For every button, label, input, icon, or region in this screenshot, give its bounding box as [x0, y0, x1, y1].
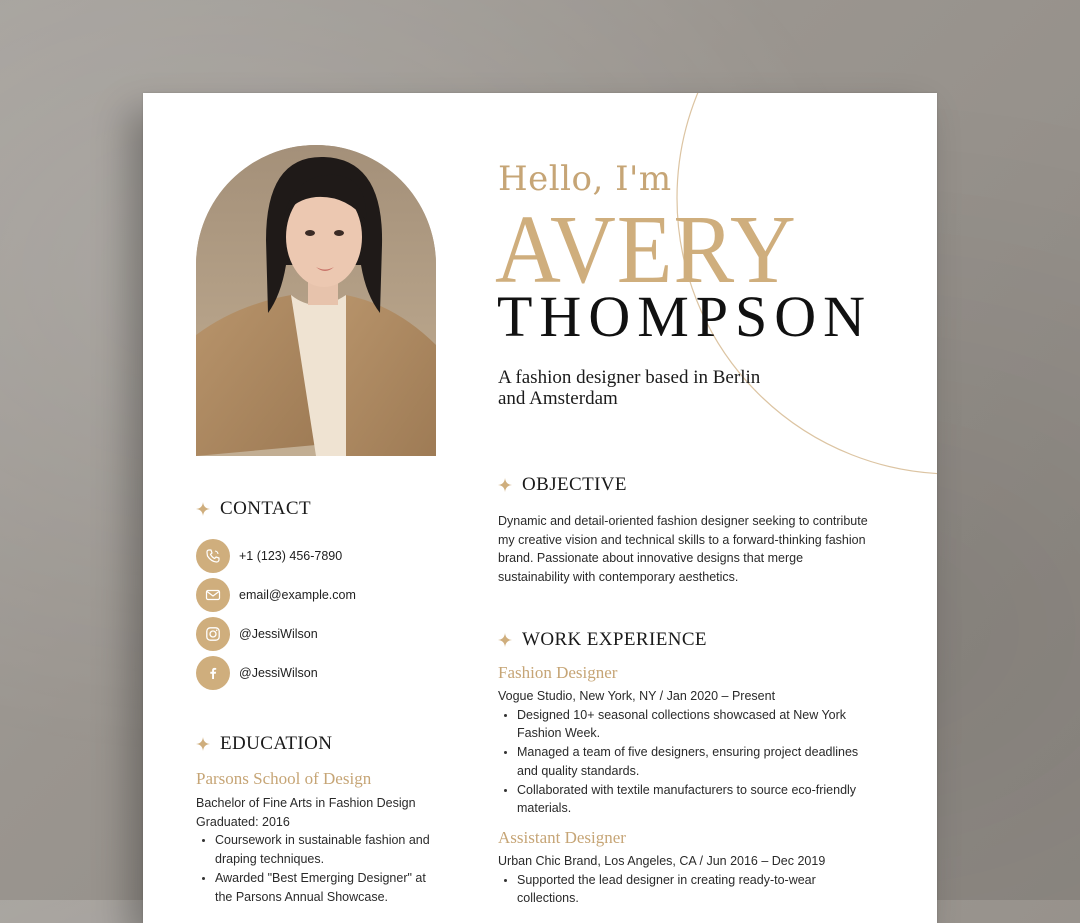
graduation: Graduated: 2016 [196, 814, 290, 829]
last-name: THOMPSON [497, 284, 873, 349]
school-name: Parsons School of Design [196, 769, 372, 788]
contact-heading [196, 498, 311, 520]
greeting: Hello, I'm [498, 159, 672, 199]
education-block [196, 769, 436, 906]
phone-icon [196, 539, 230, 573]
first-name: AVERY [495, 196, 797, 304]
sparkle-icon [498, 478, 512, 492]
work-title: WORK EXPERIENCE [522, 629, 707, 650]
contact-title: CONTACT [220, 498, 311, 519]
contact-instagram-text: @JessiWilson [239, 627, 318, 641]
sparkle-icon [498, 633, 512, 647]
education-bullets [196, 831, 436, 906]
sparkle-icon [196, 502, 210, 516]
job-entry [498, 828, 868, 908]
list-item: Managed a team of five designers, ensuring project deadlines and quality standards. [498, 743, 868, 780]
resume-page [143, 93, 937, 923]
list-item: Supported the lead designer in creating ready-to-wear collections. [498, 871, 868, 908]
profile-photo [196, 145, 436, 456]
work-experience [498, 663, 868, 918]
contact-email[interactable] [196, 578, 356, 612]
job-bullets [498, 706, 868, 818]
degree: Bachelor of Fine Arts in Fashion Design [196, 796, 416, 810]
job-role: Fashion Designer [498, 663, 618, 682]
list-item: Awarded "Best Emerging Designer" at the Parsons Annual Showcase. [196, 869, 436, 906]
list-item: Designed 10+ seasonal collections showcased at New York Fashion Week. [498, 706, 868, 743]
job-meta: Vogue Studio, New York, NY / Jan 2020 – Present [498, 689, 776, 703]
objective-heading [498, 474, 627, 496]
job-entry [498, 663, 868, 818]
contact-facebook-text: @JessiWilson [239, 666, 318, 680]
job-meta: Urban Chic Brand, Los Angeles, CA / Jun 2016 – Dec 2019 [498, 853, 826, 868]
education-title: EDUCATION [220, 733, 333, 754]
contact-email-text: email@example.com [239, 588, 356, 602]
contact-list [196, 539, 356, 695]
mail-icon [196, 578, 230, 612]
objective-text: Dynamic and detail-oriented fashion designer seeking to contribute my creative vision and technical skills to a forward-thinking fashion brand. Passionate about innovative designs that merge sustainability with contemporary aesthetics. [498, 514, 868, 585]
contact-phone[interactable] [196, 539, 356, 573]
contact-instagram[interactable] [196, 617, 356, 651]
sparkle-icon [196, 737, 210, 751]
education-heading [196, 733, 332, 755]
contact-phone-text: +1 (123) 456-7890 [239, 549, 343, 563]
objective-title: OBJECTIVE [522, 474, 627, 495]
instagram-icon [196, 617, 230, 651]
contact-facebook[interactable] [196, 656, 356, 690]
list-item: Coursework in sustainable fashion and draping techniques. [196, 831, 436, 868]
facebook-icon [196, 656, 230, 690]
job-role: Assistant Designer [498, 827, 626, 847]
list-item: Collaborated with textile manufacturers to source eco-friendly materials. [498, 781, 868, 818]
work-heading [498, 629, 707, 651]
tagline: A fashion designer based in Berlin and Amsterdam [498, 367, 761, 409]
job-bullets [498, 871, 868, 908]
